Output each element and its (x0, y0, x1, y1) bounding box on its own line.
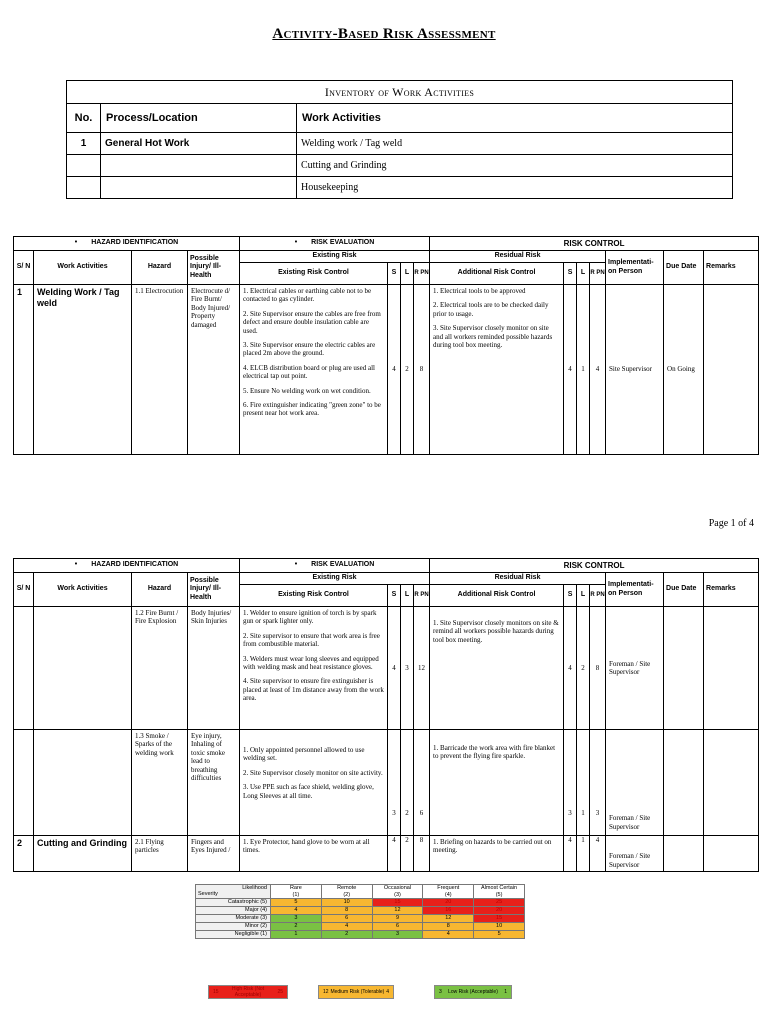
remarks-header: Remarks (704, 251, 759, 285)
table-row: 1.3 Smoke / Sparks of the welding work Eye injury, Inhaling of toxic smoke lead to breathing difficulties 1. Only appointed personnel allowed to use welding set. 2. Site Supervisor closely monitor on site activity. 3. Use PPE such as face shield, welding glove, Long Sleeves at all time. 3 2 6 1. Barricade the work area with fire blanket to prevent the flying fire sparkle. 3 1 3 Foreman / Site Supervisor (14, 730, 759, 836)
legend-high-risk: 15 High Risk (Not Acceptable) 25 (208, 985, 288, 999)
additional-controls: 1. Electrical tools to be approved 2. Electrical tools are to be checked daily prior to usage. 3. Site Supervisor closely monitor on site and all workers reminded possible hazards during tool box meeting. (430, 285, 564, 455)
existing-risk-header: Existing Risk (240, 251, 430, 263)
additional-risk-control-header: Additional Risk Control (430, 263, 564, 285)
table-row: 2 Cutting and Grinding 2.1 Flying particles Fingers and Eyes Injured / 1. Eye Protector, hand glove to be worn at all times. 4 2 8 1. Briefing on hazards to be carried out on meeting. 4 1 4 Foreman / Site Supervisor (14, 836, 759, 872)
existing-risk-control-header: Existing Risk Control (240, 263, 388, 285)
risk-evaluation-header: • RISK EVALUATION (240, 237, 430, 251)
legend-medium-risk: 12 Medium Risk (Tolerable) 4 (318, 985, 394, 999)
page-title: Activity-Based Risk Assessment (272, 26, 496, 42)
sn-header: S/ N (14, 251, 34, 285)
existing-controls: 1. Electrical cables or earthing cable not to be contacted to gas cylinder. 2. Site Supervisor ensure the cables are free from defect and ensure double insulation cable are used. 3. Site Supervisor ensure the electric cables are placed 2m above the ground. 4. ELCB distribution board or plug are used all electrical tap out point. 5. Ensure No welding work on wet condition. 6. Fire extinguisher indicating "green zone" to be present near hot work area. (240, 285, 388, 455)
legend-low-risk: 3 Low Risk (Acceptable) 1 (434, 985, 512, 999)
risk-table-2: • HAZARD IDENTIFICATION • RISK EVALUATION RISK CONTROL S/ N Work Activities Hazard Possible Injury/ Ill-Health Existing Risk Residual Risk Implementati- on Person Due Date Remarks Existing Risk Control S L R PN Additional Risk Control S L R PN 1.2 Fire Burnt / Fire Explosion Body Injuries/ Skin Injuries 1. Welder to ensure ignition of torch is by spark gun or spark lighter only. 2. Site supervisor to ensure that work area is free from combustible material. 3. Welders must wear long sleeves and equipped with welding mask and heat resistance gloves. 4. Site supervisor to ensure fire extinguisher is placed at least of 1m distance away from the work area. 4 3 12 1. Site Supervisor closely monitors on site & remind all workers possible hazards during tool box meeting. 4 2 8 Foreman / Site Supervisor 1.3 Smoke / Sparks of the welding work Eye injury, Inhaling of toxic smoke lead to breathing difficulties 1. Only appointed personnel allowed to use welding set. 2. Site Supervisor closely monitor on site activity. 3. Use PPE such as face shield, welding glove, Long Sleeves at all time. 3 2 6 1. Barricade the work area with fire blanket to prevent the flying fire sparkle. 3 1 3 Foreman / Site Supervisor 2 Cutting and Grinding 2.1 Flying particles Fingers and Eyes Injured / 1. Eye Protector, hand glove to be worn at all times. 4 2 8 1. Briefing on hazards to be carried out on meeting. 4 1 4 Foreman / Site Supervisor (13, 558, 759, 872)
table-row: 1 General Hot Work Welding work / Tag weld (67, 133, 733, 155)
risk-matrix: Likelihood Severity Rare (1) Remote (2) Occasional (3) Frequent (4) Almost Certain (5) Catastrophic (5) 5 10 15 20 25 Major (4) 4 8 12 16 20 Moderate (3) 3 6 9 12 15 Minor (2) 2 4 6 8 10 Negligible (1) 1 2 3 4 5 (195, 884, 525, 939)
inv-header-process: Process/Location (101, 104, 297, 133)
table-row: 1.2 Fire Burnt / Fire Explosion Body Injuries/ Skin Injuries 1. Welder to ensure ignition of torch is by spark gun or spark lighter only. 2. Site supervisor to ensure that work area is free from combustible material. 3. Welders must wear long sleeves and equipped with welding mask and heat resistance gloves. 4. Site supervisor to ensure fire extinguisher is placed at least of 1m distance away from the work area. 4 3 12 1. Site Supervisor closely monitors on site & remind all workers possible hazards during tool box meeting. 4 2 8 Foreman / Site Supervisor (14, 607, 759, 730)
inv-header-activities: Work Activities (297, 104, 733, 133)
table-row: Housekeeping (67, 177, 733, 199)
table-row: 1 Welding Work / Tag weld 1.1 Electrocution Electrocute d/ Fire Burnt/ Body Injured/ Property damaged 1. Electrical cables or earthing cable not to be contacted to gas cylinder. 2. Site Supervisor ensure the cables are free from defect and ensure double insulation cable are used. 3. Site Supervisor ensure the electric cables are placed 2m above the ground. 4. ELCB distribution board or plug are used all electrical tap out point. 5. Ensure No welding work on wet condition. 6. Fire extinguisher indicating "green zone" to be present near hot work area. 4 2 8 1. Electrical tools to be approved 2. Electrical tools are to be checked daily prior to usage. 3. Site Supervisor closely monitor on site and all workers reminded possible hazards during tool box meeting. 4 1 4 Site Supervisor On Going (14, 285, 759, 455)
work-activities-header: Work Activities (34, 251, 132, 285)
risk-control-header: RISK CONTROL (430, 237, 759, 251)
hazard-header: Hazard (132, 251, 188, 285)
hazard-identification-header: • HAZARD IDENTIFICATION (14, 237, 240, 251)
risk-table-1: • HAZARD IDENTIFICATION • RISK EVALUATION RISK CONTROL S/ N Work Activities Hazard Possible Injury/ Ill-Health Existing Risk Residual Risk Implementati- on Person Due Date Remarks Existing Risk Control S L R PN Additional Risk Control S L R PN 1 Welding Work / Tag weld 1.1 Electrocution Electrocute d/ Fire Burnt/ Body Injured/ Property damaged 1. Electrical cables or earthing cable not to be contacted to gas cylinder. 2. Site Supervisor ensure the cables are free from defect and ensure double insulation cable are used. 3. Site Supervisor ensure the electric cables are placed 2m above the ground. 4. ELCB distribution board or plug are used all electrical tap out point. 5. Ensure No welding work on wet condition. 6. Fire extinguisher indicating "green zone" to be present near hot work area. 4 2 8 1. Electrical tools to be approved 2. Electrical tools are to be checked daily prior to usage. 3. Site Supervisor closely monitor on site and all workers reminded possible hazards during tool box meeting. 4 1 4 Site Supervisor On Going (13, 236, 759, 455)
inventory-caption: Inventory of Work Activities (67, 81, 733, 104)
inv-header-no: No. (67, 104, 101, 133)
implementation-person-header: Implementati- on Person (606, 251, 664, 285)
possible-injury-header: Possible Injury/ Ill-Health (188, 251, 240, 285)
page-number: Page 1 of 4 (708, 518, 754, 529)
table-row: Cutting and Grinding (67, 155, 733, 177)
residual-risk-header: Residual Risk (430, 251, 606, 263)
inventory-table (66, 80, 733, 199)
due-date-header: Due Date (664, 251, 704, 285)
